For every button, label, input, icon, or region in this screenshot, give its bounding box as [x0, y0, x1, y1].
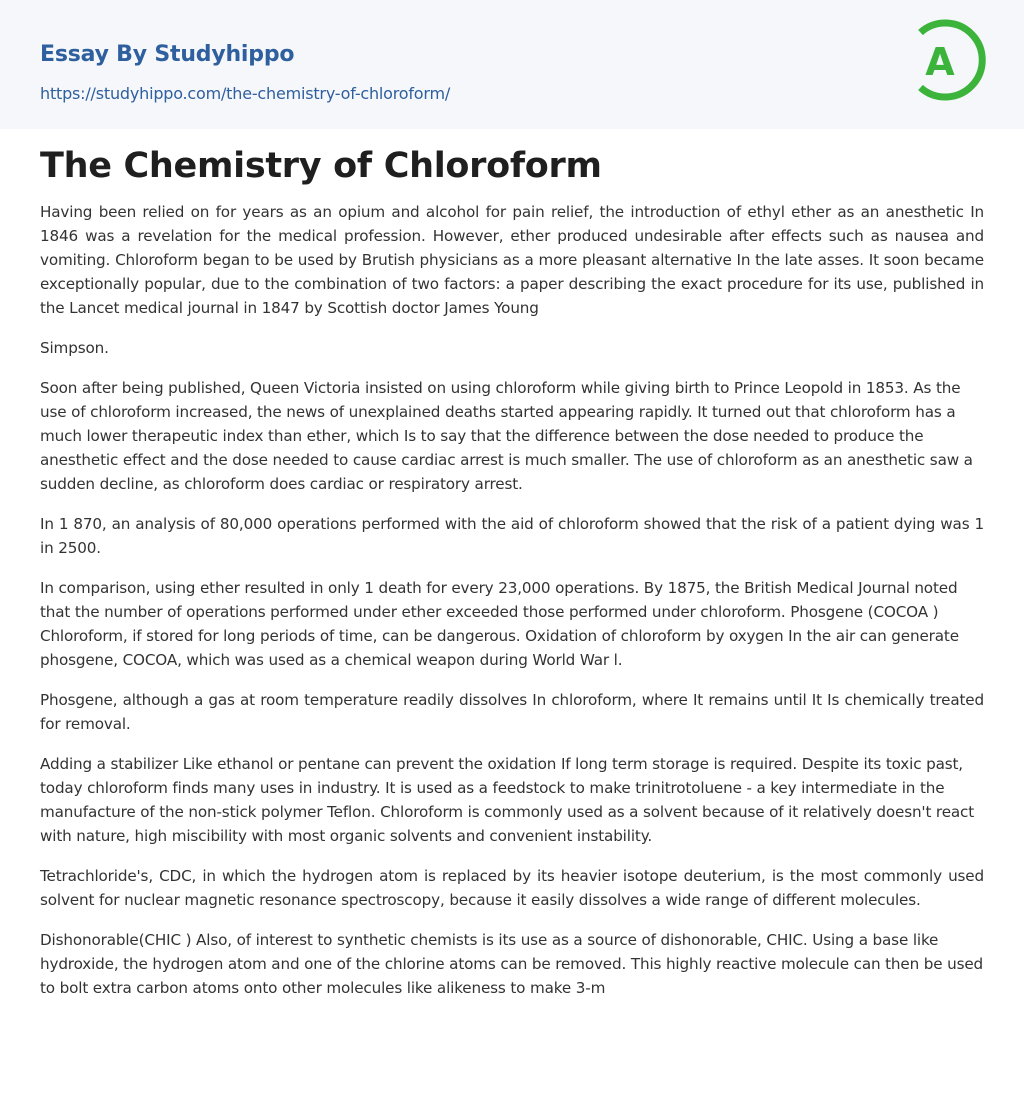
- essay-paragraph-6: Phosgene, although a gas at room temperature readily dissolves In chloroform, where It remains until It Is chemically treated for removal.: [40, 691, 984, 733]
- logo-letter: A: [925, 40, 955, 84]
- essay-paragraph-8: Tetrachloride's, CDC, in which the hydrogen atom is replaced by its heavier isotope deuterium, is the most commonly used solvent for nuclear magnetic resonance spectroscopy, because it easily dissolves a wide range of different molecules.: [40, 867, 984, 909]
- essay-paragraph-7: Adding a stabilizer Like ethanol or pentane can prevent the oxidation If long term storage is required. Despite its toxic past, today chloroform finds many uses in industry. It is used as a feedstock to make trinitrotoluene - a key intermediate in the manufacture of the non-stick polymer Teflon. Chloroform is commonly used as a solvent because of it relatively doesn't react with nature, high miscibility with most organic solvents and convenient instability.: [40, 755, 975, 845]
- logo-icon: [910, 18, 990, 106]
- essay-paragraph-2: Simpson.: [40, 339, 109, 357]
- essay-paragraph-1: Having been relied on for years as an opium and alcohol for pain relief, the introduction of ethyl ether as an anesthetic In 1846 was a revelation for the medical profession. However, ether produced undesirable after effects such as nausea and vomiting. Chloroform began to be used by Brutish physicians as a more pleasant alternative In the late asses. It soon became exceptionally popular, due to the combination of two factors: a paper describing the exact procedure for its use, published in the Lancet medical journal in 1847 by Scottish doctor James Young: [40, 203, 984, 317]
- essay-body: [40, 200, 984, 1016]
- studyhippo-logo[interactable]: [910, 18, 990, 106]
- essay-paragraph-9: Dishonorable(CHIC ) Also, of interest to synthetic chemists is its use as a source of dishonorable, CHIC. Using a base like hydroxide, the hydrogen atom and one of the chlorine atoms can be removed. This highly reactive molecule can then be used to bolt extra carbon atoms onto other molecules like alikeness to make 3-m: [40, 931, 984, 997]
- essay-paragraph-4: In 1 870, an analysis of 80,000 operations performed with the aid of chloroform showed that the risk of a patient dying was 1 in 2500.: [40, 515, 984, 557]
- site-header: [0, 0, 1024, 129]
- essay-paragraph-3: Soon after being published, Queen Victoria insisted on using chloroform while giving birth to Prince Leopold in 1853. As the use of chloroform increased, the news of unexplained deaths started appearing rapidly. It turned out that chloroform has a much lower therapeutic index than ether, which Is to say that the difference between the dose needed to produce the anesthetic effect and the dose needed to cause cardiac arrest is much smaller. The use of chloroform as an anesthetic saw a sudden decline, as chloroform does cardiac or respiratory arrest.: [40, 379, 973, 493]
- essay-title: The Chemistry of Chloroform: [40, 146, 602, 186]
- essay-url-link[interactable]: https://studyhippo.com/the-chemistry-of-chloroform/: [40, 84, 451, 103]
- essay-paragraph-5: In comparison, using ether resulted in only 1 death for every 23,000 operations. By 1875, the British Medical Journal noted that the number of operations performed under ether exceeded those performed under chloroform. Phosgene (COCOA ) Chloroform, if stored for long periods of time, can be dangerous. Oxidation of chloroform by oxygen In the air can generate phosgene, COCOA, which was used as a chemical weapon during World War l.: [40, 579, 959, 669]
- site-brand[interactable]: Essay By Studyhippo: [40, 42, 295, 67]
